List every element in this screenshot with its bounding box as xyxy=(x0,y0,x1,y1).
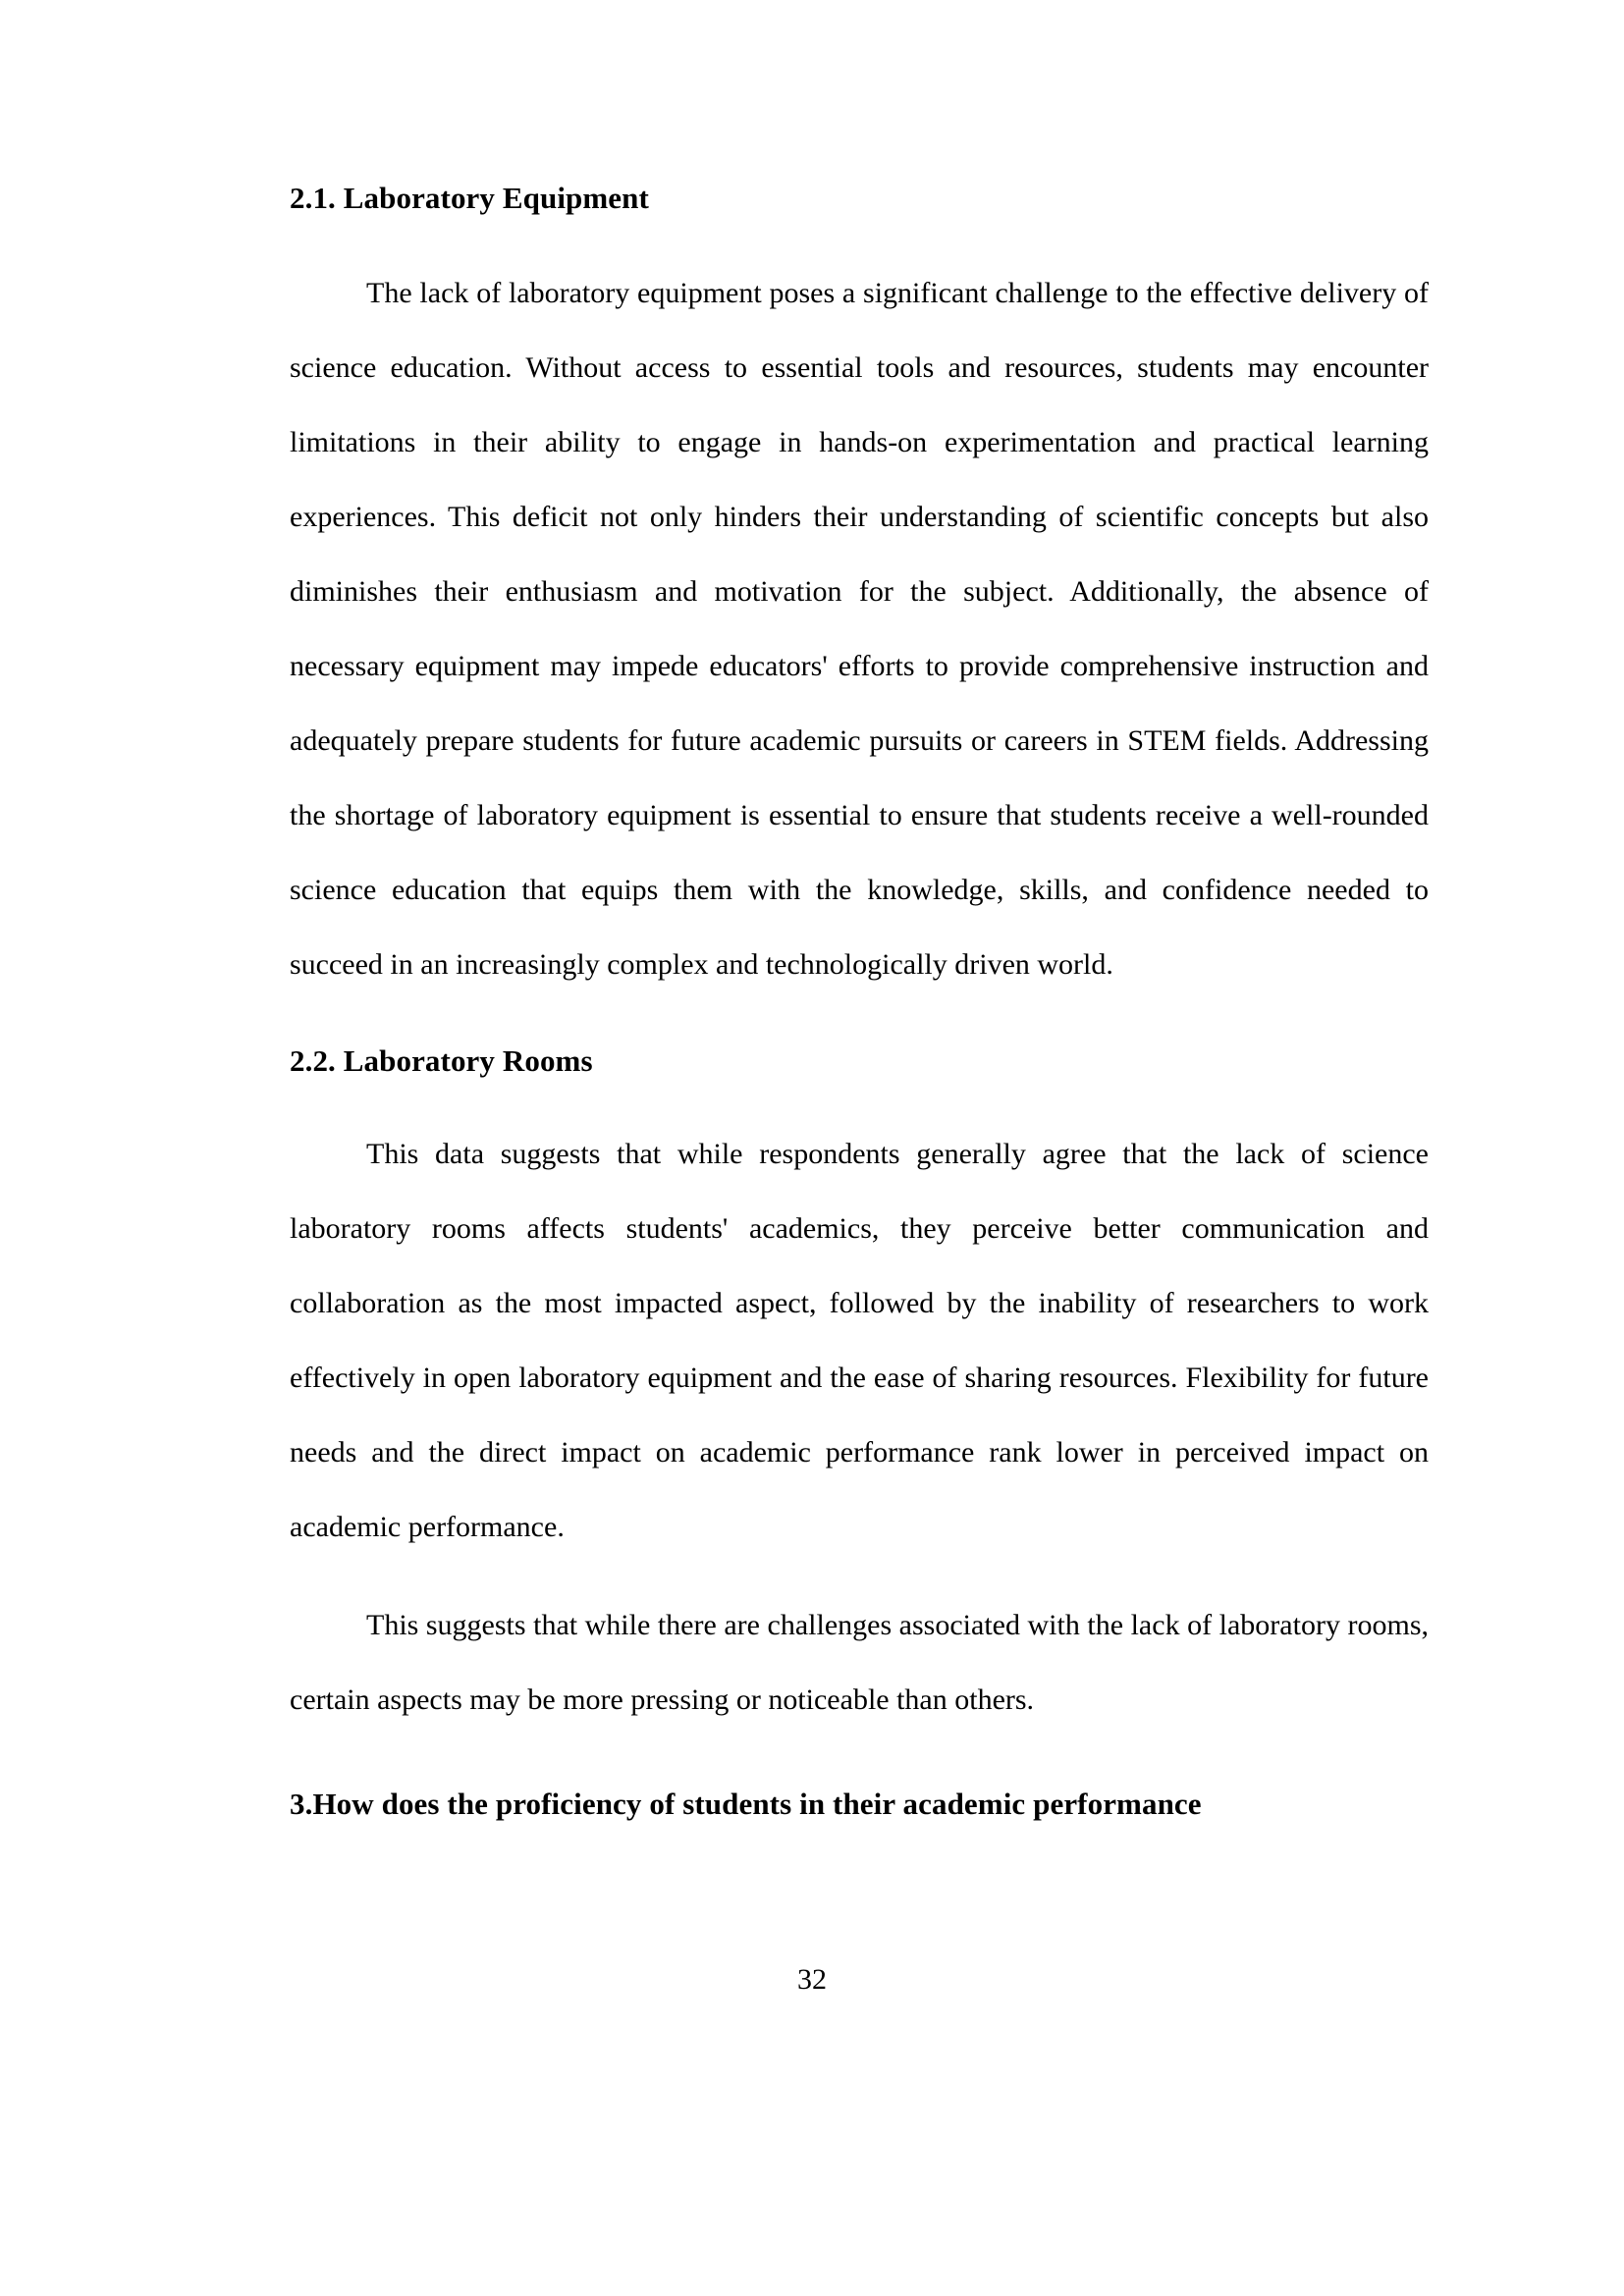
paragraph-laboratory-rooms-1: This data suggests that while respondents generally agree that the lack of science laboratory rooms affects students' academics, they perceive better communication and collaboration as the most impacted aspect, followed by the inability of researchers to work effectively in open laboratory equipment and the ease of sharing resources. Flexibility for future needs and the direct impact on academic performance rank lower in perceived impact on academic performance. xyxy=(290,1138,1429,1543)
section-heading-2-2: 2.2. Laboratory Rooms xyxy=(290,1043,593,1078)
section-heading-2-1: 2.1. Laboratory Equipment xyxy=(290,181,649,215)
paragraph-laboratory-equipment: The lack of laboratory equipment poses a significant challenge to the effective delivery of science education. Without access to essential tools and resources, students may encounter limitations in their ability to engage in hands-on experimentation and practical learning experiences. This deficit not only hinders their understanding of scientific concepts but also diminishes their enthusiasm and motivation for the subject. Additionally, the absence of necessary equipment may impede educators' efforts to provide comprehensive instruction and adequately prepare students for future academic pursuits or careers in STEM fields. Addressing the shortage of laboratory equipment is essential to ensure that students receive a well-rounded science education that equips them with the knowledge, skills, and confidence needed to succeed in an increasingly complex and technologically driven world. xyxy=(290,277,1429,981)
page-content xyxy=(290,183,1429,1819)
paragraph-laboratory-rooms-2: This suggests that while there are challenges associated with the lack of laboratory rooms, certain aspects may be more pressing or noticeable than others. xyxy=(290,1609,1429,1716)
section-heading-3: 3.How does the proficiency of students in their academic performance xyxy=(290,1787,1202,1821)
page-number: 32 xyxy=(797,1963,827,1996)
